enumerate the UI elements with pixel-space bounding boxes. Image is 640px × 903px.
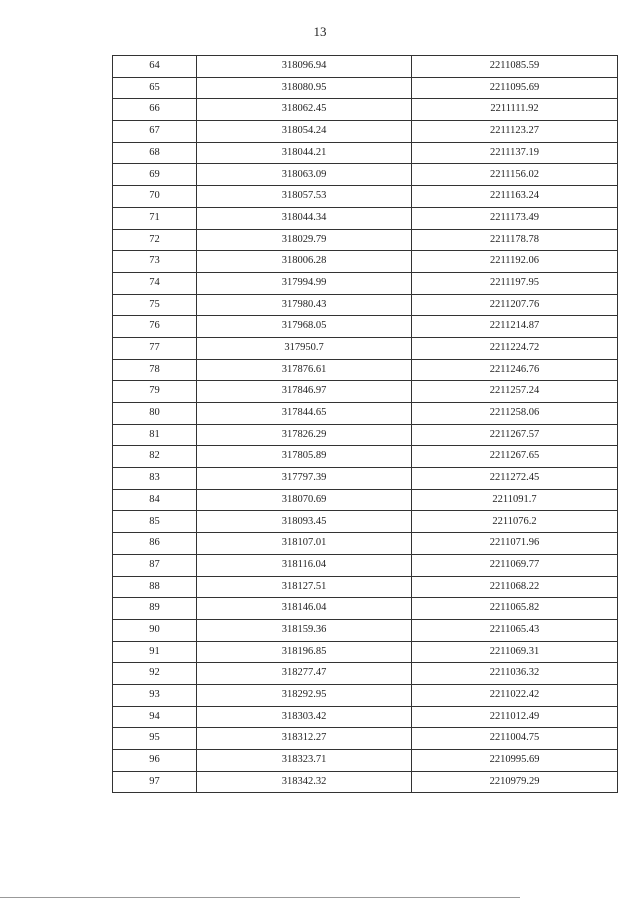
y-coordinate-cell: 2211076.2: [412, 511, 618, 533]
table-row: [113, 403, 618, 425]
point-number-cell: 74: [113, 272, 197, 294]
y-coordinate-cell: 2211197.95: [412, 272, 618, 294]
table-row: [113, 207, 618, 229]
x-coordinate-cell: 318096.94: [197, 56, 412, 78]
x-coordinate-cell: 318312.27: [197, 728, 412, 750]
x-coordinate-cell: 318292.95: [197, 684, 412, 706]
table-row: [113, 77, 618, 99]
x-coordinate-cell: 318146.04: [197, 598, 412, 620]
point-number-cell: 93: [113, 684, 197, 706]
point-number-cell: 72: [113, 229, 197, 251]
x-coordinate-cell: 317876.61: [197, 359, 412, 381]
table-row: [113, 641, 618, 663]
x-coordinate-cell: 318159.36: [197, 619, 412, 641]
point-number-cell: 66: [113, 99, 197, 121]
point-number-cell: 84: [113, 489, 197, 511]
x-coordinate-cell: 318323.71: [197, 750, 412, 772]
table-row: [113, 576, 618, 598]
x-coordinate-cell: 317968.05: [197, 316, 412, 338]
point-number-cell: 97: [113, 771, 197, 793]
y-coordinate-cell: 2211207.76: [412, 294, 618, 316]
table-row: [113, 251, 618, 273]
point-number-cell: 71: [113, 207, 197, 229]
point-number-cell: 67: [113, 121, 197, 143]
point-number-cell: 83: [113, 468, 197, 490]
point-number-cell: 91: [113, 641, 197, 663]
x-coordinate-cell: 318063.09: [197, 164, 412, 186]
y-coordinate-cell: 2211224.72: [412, 337, 618, 359]
point-number-cell: 94: [113, 706, 197, 728]
y-coordinate-cell: 2211111.92: [412, 99, 618, 121]
point-number-cell: 95: [113, 728, 197, 750]
table-row: [113, 359, 618, 381]
table-row: [113, 99, 618, 121]
x-coordinate-cell: 317980.43: [197, 294, 412, 316]
y-coordinate-cell: 2211192.06: [412, 251, 618, 273]
x-coordinate-cell: 318057.53: [197, 186, 412, 208]
y-coordinate-cell: 2211173.49: [412, 207, 618, 229]
point-number-cell: 78: [113, 359, 197, 381]
x-coordinate-cell: 318127.51: [197, 576, 412, 598]
page-number: 13: [313, 24, 327, 39]
y-coordinate-cell: 2210979.29: [412, 771, 618, 793]
table-row: [113, 663, 618, 685]
y-coordinate-cell: 2211272.45: [412, 468, 618, 490]
table-row: [113, 272, 618, 294]
y-coordinate-cell: 2211257.24: [412, 381, 618, 403]
table-row: [113, 468, 618, 490]
point-number-cell: 92: [113, 663, 197, 685]
x-coordinate-cell: 317805.89: [197, 446, 412, 468]
y-coordinate-cell: 2210995.69: [412, 750, 618, 772]
table-row: [113, 337, 618, 359]
y-coordinate-cell: 2211091.7: [412, 489, 618, 511]
table-row: [113, 56, 618, 78]
point-number-cell: 80: [113, 403, 197, 425]
table-row: [113, 316, 618, 338]
point-number-cell: 68: [113, 142, 197, 164]
table-row: [113, 771, 618, 793]
x-coordinate-cell: 317797.39: [197, 468, 412, 490]
x-coordinate-cell: 318054.24: [197, 121, 412, 143]
table-row: [113, 446, 618, 468]
y-coordinate-cell: 2211069.31: [412, 641, 618, 663]
table-row: [113, 750, 618, 772]
point-number-cell: 96: [113, 750, 197, 772]
table-row: [113, 533, 618, 555]
table-row: [113, 229, 618, 251]
x-coordinate-cell: 318044.34: [197, 207, 412, 229]
table-row: [113, 684, 618, 706]
point-number-cell: 89: [113, 598, 197, 620]
y-coordinate-cell: 2211036.32: [412, 663, 618, 685]
table-row: [113, 121, 618, 143]
y-coordinate-cell: 2211065.82: [412, 598, 618, 620]
x-coordinate-cell: 318070.69: [197, 489, 412, 511]
y-coordinate-cell: 2211069.77: [412, 554, 618, 576]
y-coordinate-cell: 2211214.87: [412, 316, 618, 338]
point-number-cell: 81: [113, 424, 197, 446]
table-row: [113, 164, 618, 186]
y-coordinate-cell: 2211267.65: [412, 446, 618, 468]
x-coordinate-cell: 318303.42: [197, 706, 412, 728]
y-coordinate-cell: 2211085.59: [412, 56, 618, 78]
table-row: [113, 186, 618, 208]
x-coordinate-cell: 318342.32: [197, 771, 412, 793]
coordinate-table-body: [113, 56, 618, 793]
point-number-cell: 70: [113, 186, 197, 208]
y-coordinate-cell: 2211065.43: [412, 619, 618, 641]
y-coordinate-cell: 2211004.75: [412, 728, 618, 750]
x-coordinate-cell: 318277.47: [197, 663, 412, 685]
x-coordinate-cell: 318107.01: [197, 533, 412, 555]
x-coordinate-cell: 317844.65: [197, 403, 412, 425]
point-number-cell: 87: [113, 554, 197, 576]
table-row: [113, 706, 618, 728]
x-coordinate-cell: 317994.99: [197, 272, 412, 294]
x-coordinate-cell: 317826.29: [197, 424, 412, 446]
y-coordinate-cell: 2211095.69: [412, 77, 618, 99]
x-coordinate-cell: 318196.85: [197, 641, 412, 663]
y-coordinate-cell: 2211071.96: [412, 533, 618, 555]
point-number-cell: 88: [113, 576, 197, 598]
table-row: [113, 294, 618, 316]
y-coordinate-cell: 2211267.57: [412, 424, 618, 446]
point-number-cell: 73: [113, 251, 197, 273]
table-row: [113, 489, 618, 511]
point-number-cell: 65: [113, 77, 197, 99]
x-coordinate-cell: 318006.28: [197, 251, 412, 273]
point-number-cell: 90: [113, 619, 197, 641]
x-coordinate-cell: 317950.7: [197, 337, 412, 359]
table-row: [113, 728, 618, 750]
point-number-cell: 76: [113, 316, 197, 338]
y-coordinate-cell: 2211246.76: [412, 359, 618, 381]
point-number-cell: 82: [113, 446, 197, 468]
x-coordinate-cell: 318044.21: [197, 142, 412, 164]
x-coordinate-cell: 318062.45: [197, 99, 412, 121]
y-coordinate-cell: 2211137.19: [412, 142, 618, 164]
point-number-cell: 86: [113, 533, 197, 555]
bottom-rule: [0, 897, 520, 898]
point-number-cell: 69: [113, 164, 197, 186]
point-number-cell: 85: [113, 511, 197, 533]
table-row: [113, 381, 618, 403]
x-coordinate-cell: 318093.45: [197, 511, 412, 533]
y-coordinate-cell: 2211012.49: [412, 706, 618, 728]
point-number-cell: 64: [113, 56, 197, 78]
table-row: [113, 554, 618, 576]
table-row: [113, 598, 618, 620]
table-row: [113, 511, 618, 533]
y-coordinate-cell: 2211156.02: [412, 164, 618, 186]
table-row: [113, 424, 618, 446]
y-coordinate-cell: 2211123.27: [412, 121, 618, 143]
y-coordinate-cell: 2211163.24: [412, 186, 618, 208]
table-row: [113, 142, 618, 164]
y-coordinate-cell: 2211022.42: [412, 684, 618, 706]
point-number-cell: 77: [113, 337, 197, 359]
table-row: [113, 619, 618, 641]
x-coordinate-cell: 318029.79: [197, 229, 412, 251]
x-coordinate-cell: 318080.95: [197, 77, 412, 99]
x-coordinate-cell: 317846.97: [197, 381, 412, 403]
point-number-cell: 79: [113, 381, 197, 403]
y-coordinate-cell: 2211258.06: [412, 403, 618, 425]
coordinate-table: [112, 55, 618, 793]
point-number-cell: 75: [113, 294, 197, 316]
y-coordinate-cell: 2211178.78: [412, 229, 618, 251]
y-coordinate-cell: 2211068.22: [412, 576, 618, 598]
x-coordinate-cell: 318116.04: [197, 554, 412, 576]
